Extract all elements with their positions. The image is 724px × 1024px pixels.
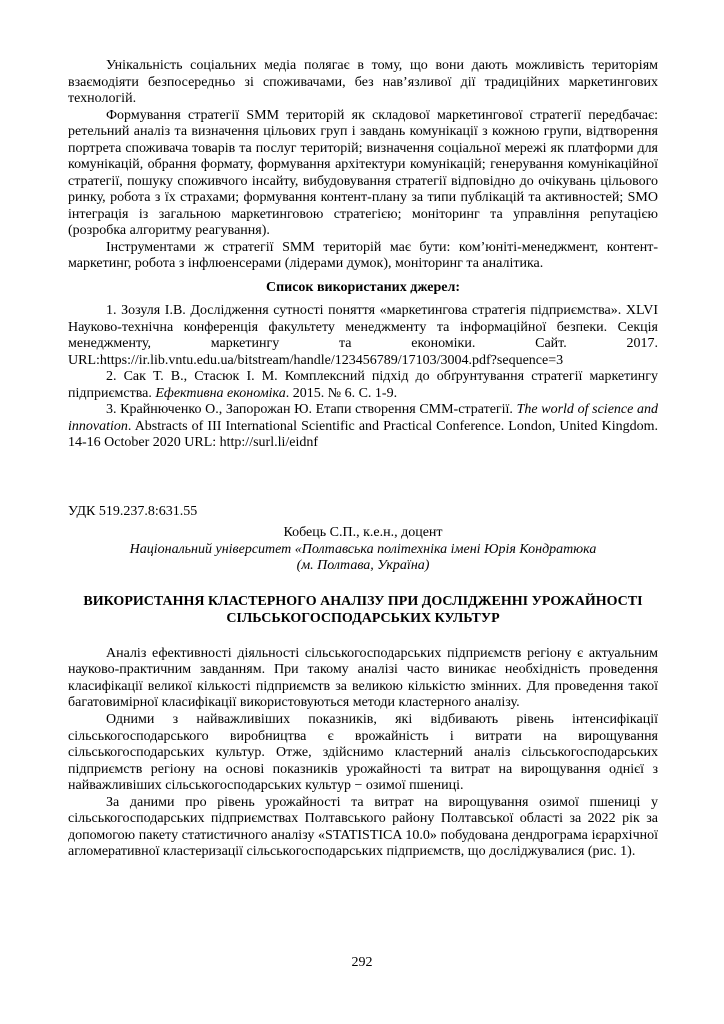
intro-paragraph-2: Формування стратегії SMM територій як складової маркетингової стратегії передбачає: ретельний аналіз та визначення цільових груп і завдань комунікації з кожною групи, відтворення портрета споживача товарів та послуг територій; визначення соціальної мережі як платформи для комунікацій, обрання формату, формування архітектури комунікацій; генерування комунікаційної стратегії, пошуку споживчого інсайту, вибудовування стратегії відповідно до очікувань цільового ринку, робота з їх страхами; формування контент-плану за типи публікацій та активностей; SMO інтеграція із загальною маркетинговою стратегією; моніторинг та управління репутацією (розробка алгоритму реагування). (68, 107, 658, 239)
article-affiliation-location: (м. Полтава, Україна) (296, 558, 430, 574)
page-footer (0, 955, 724, 972)
reference-text: . Abstracts of III International Scientific and Practical Conference. London, United Kingdom. 14-16 October 2020 URL: http://surl.li/eidnf (68, 418, 658, 451)
reference-item-1 (68, 303, 658, 369)
reference-text: . 2015. № 6. С. 1-9. (285, 385, 398, 401)
intro-paragraph-1: Унікальність соціальних медіа полягає в тому, що вони дають можливість територіям взаємодіяти безпосередньо зі споживачами, без нав’язливої дії традиційних маркетингових технологій. (68, 58, 658, 107)
article-paragraph-1: Аналіз ефективності діяльності сільськогосподарських підприємств регіону є актуальним науково-практичним завданням. При такому аналізі часто виникає необхідність проведення класифікації великої кількості підприємств за великою кількістю змінних. Для проведення такої багатовимірної класифікації використовуються методи кластерного аналізу. (68, 645, 658, 711)
article-title: ВИКОРИСТАННЯ КЛАСТЕРНОГО АНАЛІЗУ ПРИ ДОСЛІДЖЕННІ УРОЖАЙНОСТІ СІЛЬСЬКОГОСПОДАРСЬКИХ КУЛЬТУР (83, 593, 643, 627)
reference-text: 1. Зозуля І.В. Дослідження сутності поняття «маркетингова стратегія підприємства». XLVI Науково-технічна конференція факультету менеджменту та інформаційної безпеки. Секція менеджменту, маркетингу та економіки. Сайт. 2017. URL:https://ir.lib.vntu.edu.ua/bitstream/handle/123456789/17103/3004.pdf?sequence=3 (68, 303, 658, 368)
article-paragraph-2: Одними з найважливіших показників, які відбивають рівень інтенсифікації сільськогосподарського виробництва є врожайність і витрати на вирощування сільськогосподарських культур. Отже, здійснимо кластерний аналіз сільськогосподарських підприємств регіону на основі показників урожайності та витрат на вирощування однієї з найважливіших сільськогосподарських культур − озимої пшениці. (68, 711, 658, 794)
reference-source-italic: The world of science and innovation (68, 402, 658, 434)
page-number: 292 (351, 955, 373, 971)
reference-text: 3. Крайнюченко О., Запорожан Ю. Етапи створення СММ-стратегії. (106, 402, 517, 418)
article-paragraph-3: За даними про рівень урожайності та витрат на вирощування озимої пшениці у сільськогосподарських підприємствах Полтавського району Полтавської області за 2022 рік за допомогою пакету статистичного аналізу «STATISTICA 10.0» побудована дендрограма ієрархічної агломеративної кластеризації сільськогосподарських підприємств, що досліджувалися (рис. 1). (68, 794, 658, 860)
article-affiliation: Національний університет «Полтавська політехніка імені Юрія Кондратюка (129, 541, 597, 557)
reference-text: 2. Сак Т. В., Стасюк І. М. Комплексний підхід до обґрунтування стратегії маркетингу підприємства. (68, 369, 658, 401)
reference-source-italic: Ефективна економіка (155, 385, 286, 401)
reference-item-2 (68, 369, 658, 402)
article-author: Кобець С.П., к.е.н., доцент (283, 525, 443, 541)
reference-item-3 (68, 402, 658, 452)
references-heading: Список використаних джерел: (265, 279, 461, 295)
intro-paragraph-3: Інструментами ж стратегії SMM територій має бути: ком’юніті-менеджмент, контент-маркетинг, робота з інфлюенсерами (лідерами думок), моніторинг та аналітика. (68, 239, 658, 272)
udk-code: УДК 519.237.8:631.55 (68, 503, 198, 519)
